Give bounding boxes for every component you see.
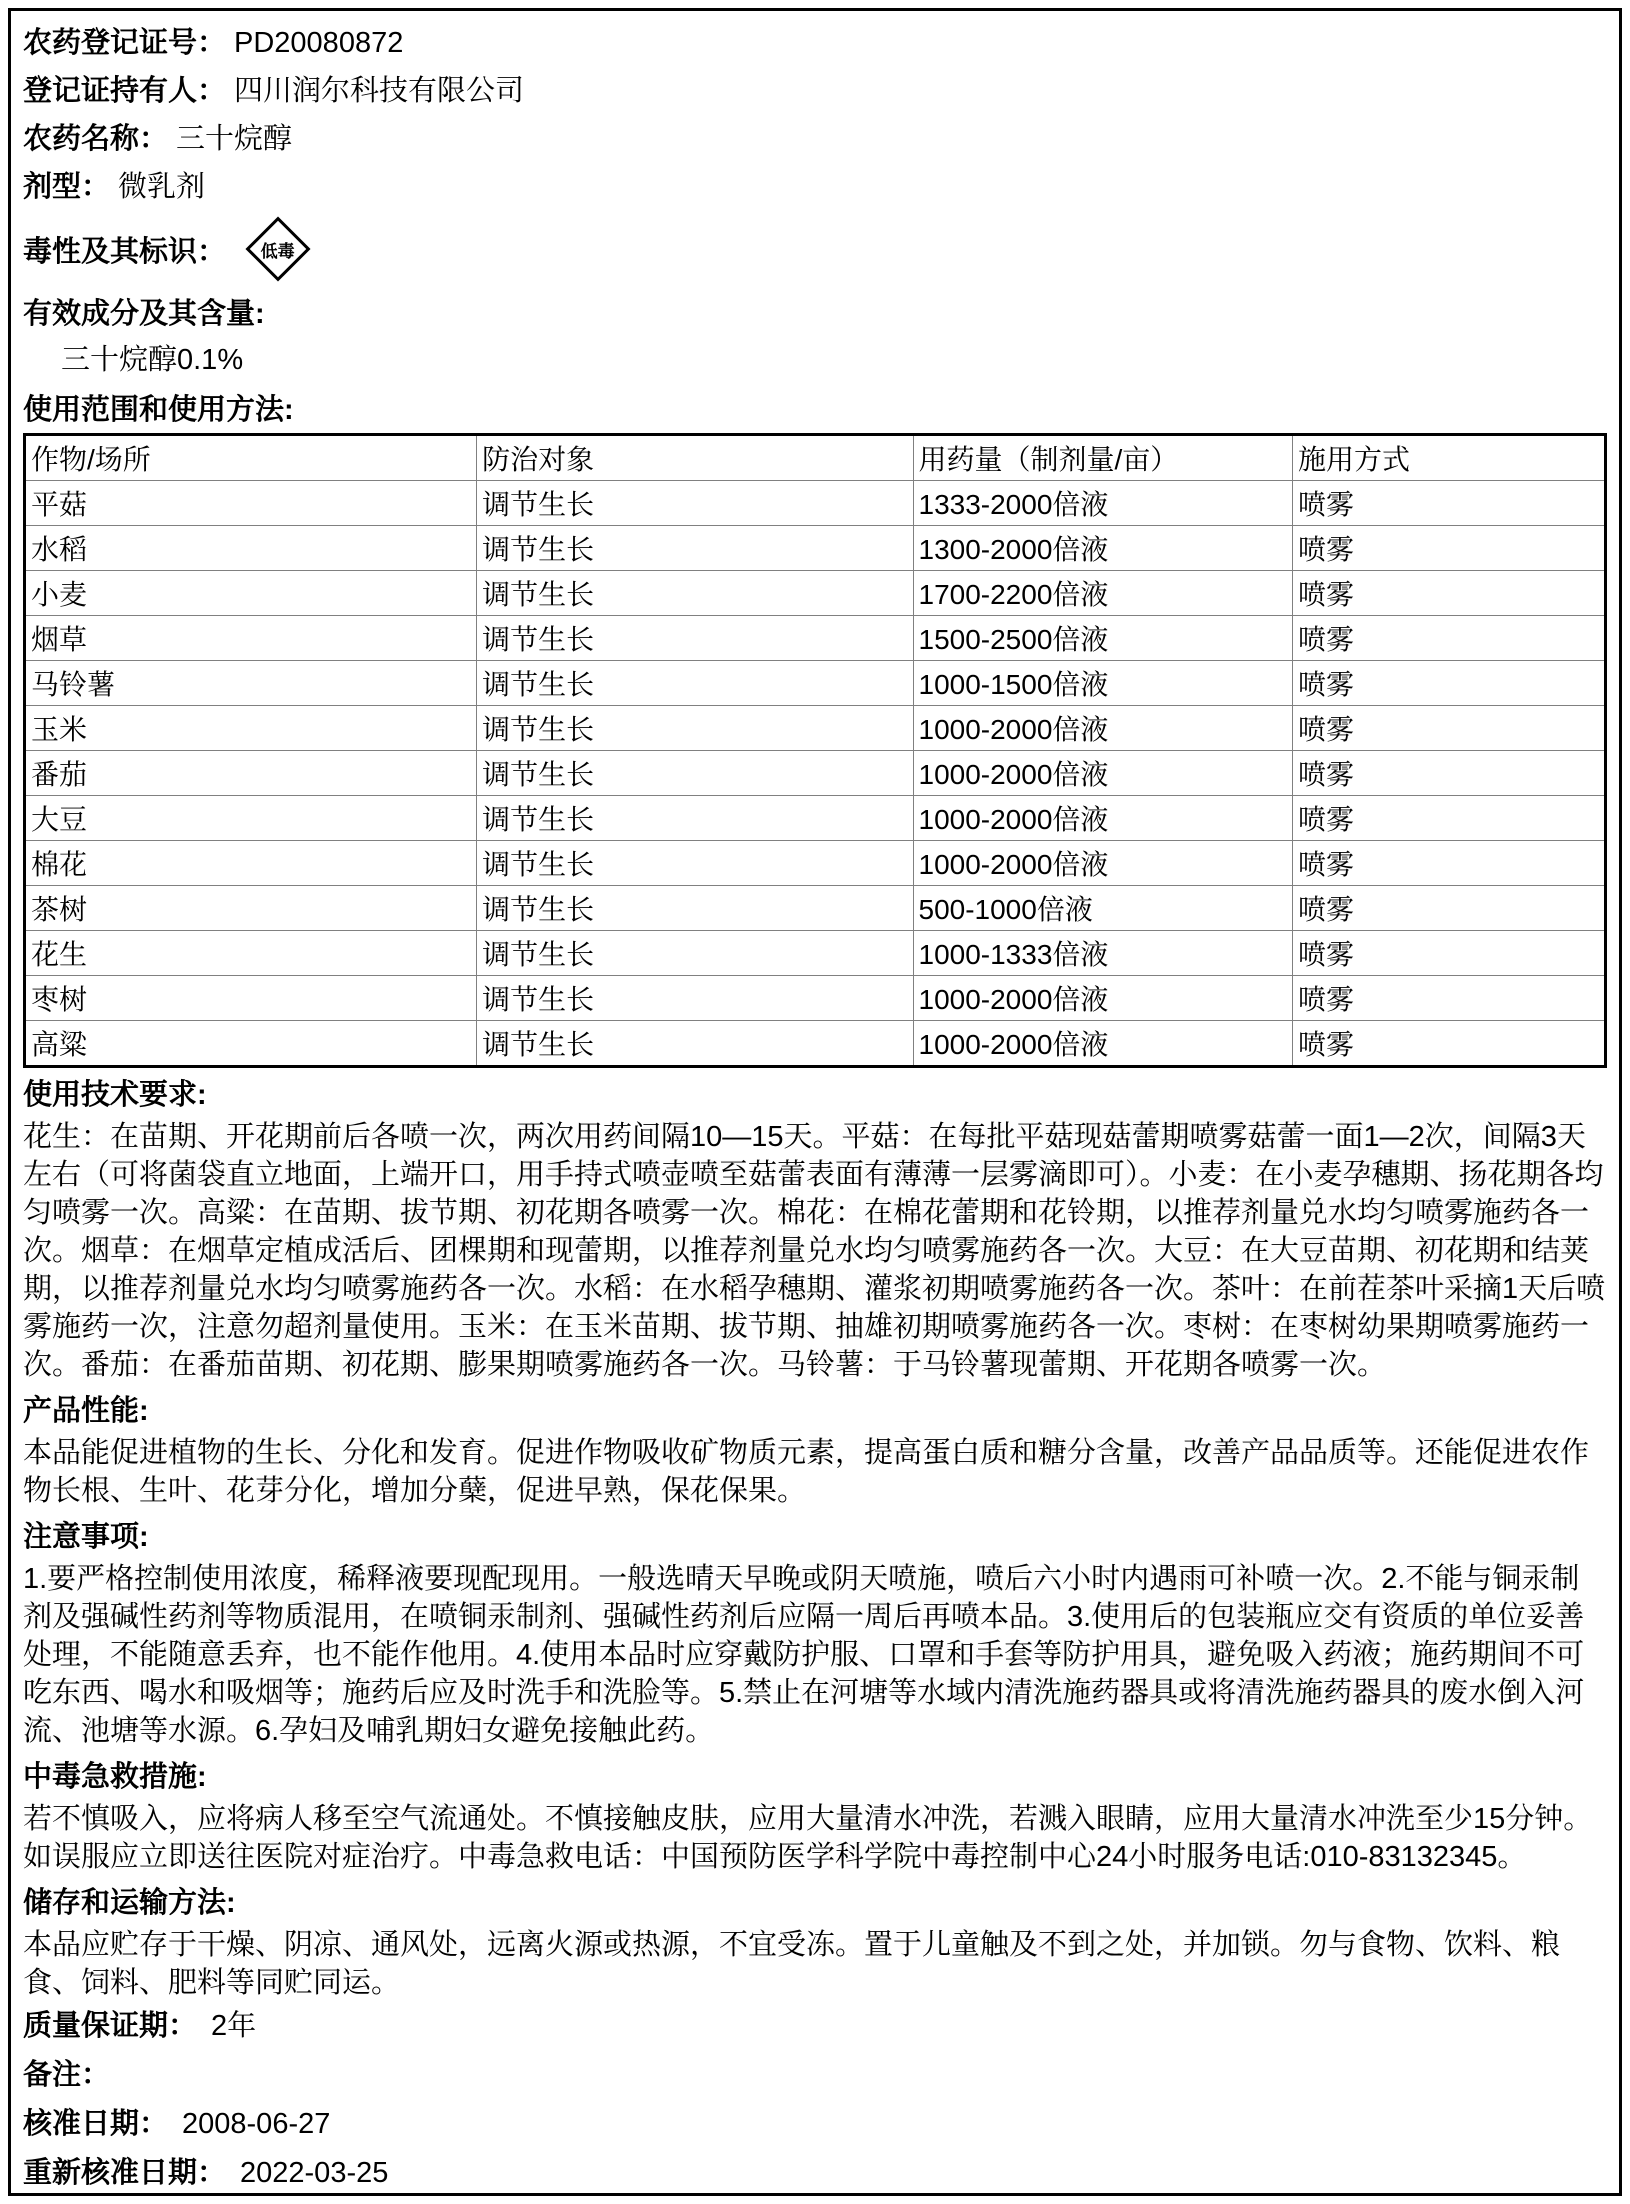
cell-dosage: 1000-2000倍液 [913, 706, 1292, 751]
column-target: 防治对象 [477, 435, 913, 481]
cell-crop: 烟草 [25, 616, 477, 661]
cell-dosage: 1300-2000倍液 [913, 526, 1292, 571]
table-row [25, 931, 1606, 976]
pesticide-name-value: 三十烷醇 [176, 123, 293, 155]
cell-dosage: 1000-2000倍液 [913, 796, 1292, 841]
cell-target: 调节生长 [477, 931, 913, 976]
cell-target: 调节生长 [477, 1021, 913, 1067]
registration-number-value: PD20080872 [234, 27, 404, 59]
remarks-label: 备注： [23, 2059, 111, 2091]
table-row [25, 841, 1606, 886]
field-toxicity [23, 211, 1607, 287]
cell-dosage: 1000-2000倍液 [913, 1021, 1292, 1067]
cell-crop: 马铃薯 [25, 661, 477, 706]
column-crop: 作物/场所 [25, 435, 477, 481]
formulation-type-label: 剂型： [23, 171, 111, 203]
cell-method: 喷雾 [1292, 1021, 1605, 1067]
section-product-performance [23, 1388, 1607, 1510]
registration-number-label: 农药登记证号： [23, 27, 227, 59]
table-row [25, 526, 1606, 571]
cell-target: 调节生长 [477, 886, 913, 931]
table-row [25, 706, 1606, 751]
column-dosage: 用药量（制剂量/亩） [913, 435, 1292, 481]
cell-dosage: 1000-1500倍液 [913, 661, 1292, 706]
cell-crop: 茶树 [25, 886, 477, 931]
cell-target: 调节生长 [477, 706, 913, 751]
cell-crop: 棉花 [25, 841, 477, 886]
cell-target: 调节生长 [477, 661, 913, 706]
reapproval-date-value: 2022-03-25 [240, 2157, 389, 2189]
toxicity-label: 毒性及其标识： [23, 235, 227, 268]
precautions-body: 1.要严格控制使用浓度，稀释液要现配现用。一般选晴天早晚或阴天喷施，喷后六小时内遇雨可补喷一次。2.不能与铜汞制剂及强碱性药剂等物质混用，在喷铜汞制剂、强碱性药剂后应隔一周后再喷本品。3.使用后的包装瓶应交有资质的单位妥善处理，不能随意丢弃，也不能作他用。4.使用本品时应穿戴防护服、口罩和手套等防护用具，避免吸入药液；施药期间不可吃东西、喝水和吸烟等；施药后应及时洗手和洗脸等。5.禁止在河塘等水域内清洗施药器具或将清洗施药器具的废水倒入河流、池塘等水源。6.孕妇及哺乳期妇女避免接触此药。 [23, 1563, 1585, 1747]
product-performance-body: 本品能促进植物的生长、分化和发育。促进作物吸收矿物质元素，提高蛋白质和糖分含量，改善产品品质等。还能促进农作物长根、生叶、花芽分化，增加分蘖，促进早熟，保花保果。 [23, 1437, 1590, 1507]
table-row [25, 571, 1606, 616]
table-row [25, 796, 1606, 841]
cell-crop: 小麦 [25, 571, 477, 616]
registration-document-page [8, 8, 1622, 2196]
cell-dosage: 1000-1333倍液 [913, 931, 1292, 976]
section-storage-transport [23, 1880, 1607, 2002]
active-ingredient-content: 三十烷醇0.1% [61, 344, 244, 376]
cell-target: 调节生长 [477, 571, 913, 616]
usage-table [23, 433, 1607, 1068]
cell-method: 喷雾 [1292, 481, 1605, 526]
field-certificate-holder [23, 67, 1607, 115]
cell-target: 调节生长 [477, 616, 913, 661]
cell-method: 喷雾 [1292, 751, 1605, 796]
technical-requirements-body: 花生：在苗期、开花期前后各喷一次，两次用药间隔10—15天。平菇：在每批平菇现菇蕾期喷雾菇蕾一面1—2次，间隔3天左右（可将菌袋直立地面，上端开口，用手持式喷壶喷至菇蕾表面有薄薄一层雾滴即可）。小麦：在小麦孕穗期、扬花期各均匀喷雾一次。高粱：在苗期、拔节期、初花期各喷雾一次。棉花：在棉花蕾期和花铃期，以推荐剂量兑水均匀喷雾施药各一次。烟草：在烟草定植成活后、团棵期和现蕾期，以推荐剂量兑水均匀喷雾施药各一次。大豆：在大豆苗期、初花期和结荚期，以推荐剂量兑水均匀喷雾施药各一次。水稻：在水稻孕穗期、灌浆初期喷雾施药各一次。茶叶：在前茬茶叶采摘1天后喷雾施药一次，注意勿超剂量使用。玉米：在玉米苗期、拔节期、抽雄初期喷雾施药各一次。枣树：在枣树幼果期喷雾施药一次。番茄：在番茄苗期、初花期、膨果期喷雾施药各一次。马铃薯：于马铃薯现蕾期、开花期各喷雾一次。 [23, 1121, 1606, 1381]
active-ingredient-heading: 有效成分及其含量: [23, 298, 265, 330]
first-aid-heading: 中毒急救措施: [23, 1761, 207, 1793]
cell-method: 喷雾 [1292, 931, 1605, 976]
warranty-period-value: 2年 [211, 2010, 257, 2042]
technical-requirements-heading: 使用技术要求: [23, 1079, 207, 1111]
cell-crop: 番茄 [25, 751, 477, 796]
approval-date-label: 核准日期： [23, 2108, 169, 2140]
field-pesticide-name [23, 115, 1607, 163]
low-toxicity-diamond-shape [245, 216, 310, 281]
cell-crop: 玉米 [25, 706, 477, 751]
field-formulation-type [23, 163, 1607, 211]
cell-method: 喷雾 [1292, 571, 1605, 616]
precautions-heading: 注意事项: [23, 1521, 149, 1553]
formulation-type-value: 微乳剂 [118, 171, 206, 203]
certificate-holder-label: 登记证持有人： [23, 75, 227, 107]
cell-crop: 大豆 [25, 796, 477, 841]
storage-transport-body: 本品应贮存于干燥、阴凉、通风处，远离火源或热源，不宜受冻。置于儿童触及不到之处，并加锁。勿与食物、饮料、粮食、饲料、肥料等同贮同运。 [23, 1929, 1561, 1999]
cell-method: 喷雾 [1292, 841, 1605, 886]
cell-target: 调节生长 [477, 796, 913, 841]
cell-target: 调节生长 [477, 526, 913, 571]
usage-table-heading: 使用范围和使用方法: [23, 394, 294, 426]
storage-transport-heading: 储存和运输方法: [23, 1887, 236, 1919]
cell-method: 喷雾 [1292, 616, 1605, 661]
field-approval-date [23, 2100, 1607, 2149]
cell-dosage: 500-1000倍液 [913, 886, 1292, 931]
cell-dosage: 1500-2500倍液 [913, 616, 1292, 661]
cell-method: 喷雾 [1292, 706, 1605, 751]
cell-crop: 平菇 [25, 481, 477, 526]
cell-method: 喷雾 [1292, 976, 1605, 1021]
approval-date-value: 2008-06-27 [182, 2108, 331, 2140]
cell-crop: 枣树 [25, 976, 477, 1021]
pesticide-name-label: 农药名称： [23, 123, 169, 155]
cell-target: 调节生长 [477, 976, 913, 1021]
usage-table-header-row [25, 435, 1606, 481]
certificate-holder-value: 四川润尔科技有限公司 [234, 75, 525, 107]
cell-target: 调节生长 [477, 751, 913, 796]
cell-dosage: 1000-2000倍液 [913, 841, 1292, 886]
warranty-period-label: 质量保证期： [23, 2010, 198, 2042]
field-warranty-period [23, 2002, 1607, 2051]
cell-target: 调节生长 [477, 841, 913, 886]
cell-crop: 高粱 [25, 1021, 477, 1067]
cell-dosage: 1000-2000倍液 [913, 751, 1292, 796]
field-reapproval-date [23, 2149, 1607, 2196]
table-row [25, 616, 1606, 661]
product-performance-heading: 产品性能: [23, 1395, 149, 1427]
section-technical-requirements [23, 1072, 1607, 1384]
table-row [25, 481, 1606, 526]
column-method: 施用方式 [1292, 435, 1605, 481]
table-row [25, 1021, 1606, 1067]
reapproval-date-label: 重新核准日期： [23, 2157, 227, 2189]
table-row [25, 751, 1606, 796]
cell-crop: 水稻 [25, 526, 477, 571]
field-registration-number [23, 19, 1607, 67]
cell-crop: 花生 [25, 931, 477, 976]
table-row [25, 661, 1606, 706]
cell-dosage: 1333-2000倍液 [913, 481, 1292, 526]
table-row [25, 886, 1606, 931]
section-precautions [23, 1514, 1607, 1750]
cell-dosage: 1700-2200倍液 [913, 571, 1292, 616]
table-row [25, 976, 1606, 1021]
cell-method: 喷雾 [1292, 526, 1605, 571]
first-aid-body: 若不慎吸入，应将病人移至空气流通处。不慎接触皮肤，应用大量清水冲洗，若溅入眼睛，应用大量清水冲洗至少15分钟。如误服应立即送往医院对症治疗。中毒急救电话：中国预防医学科学院中毒控制中心24小时服务电话:010-83132345。 [23, 1803, 1593, 1873]
cell-dosage: 1000-2000倍液 [913, 976, 1292, 1021]
section-first-aid [23, 1754, 1607, 1876]
cell-target: 调节生长 [477, 481, 913, 526]
cell-method: 喷雾 [1292, 886, 1605, 931]
low-toxicity-badge-text: 低毒 [261, 241, 296, 261]
low-toxicity-icon [242, 213, 314, 285]
cell-method: 喷雾 [1292, 661, 1605, 706]
field-remarks [23, 2051, 1607, 2100]
cell-method: 喷雾 [1292, 796, 1605, 841]
